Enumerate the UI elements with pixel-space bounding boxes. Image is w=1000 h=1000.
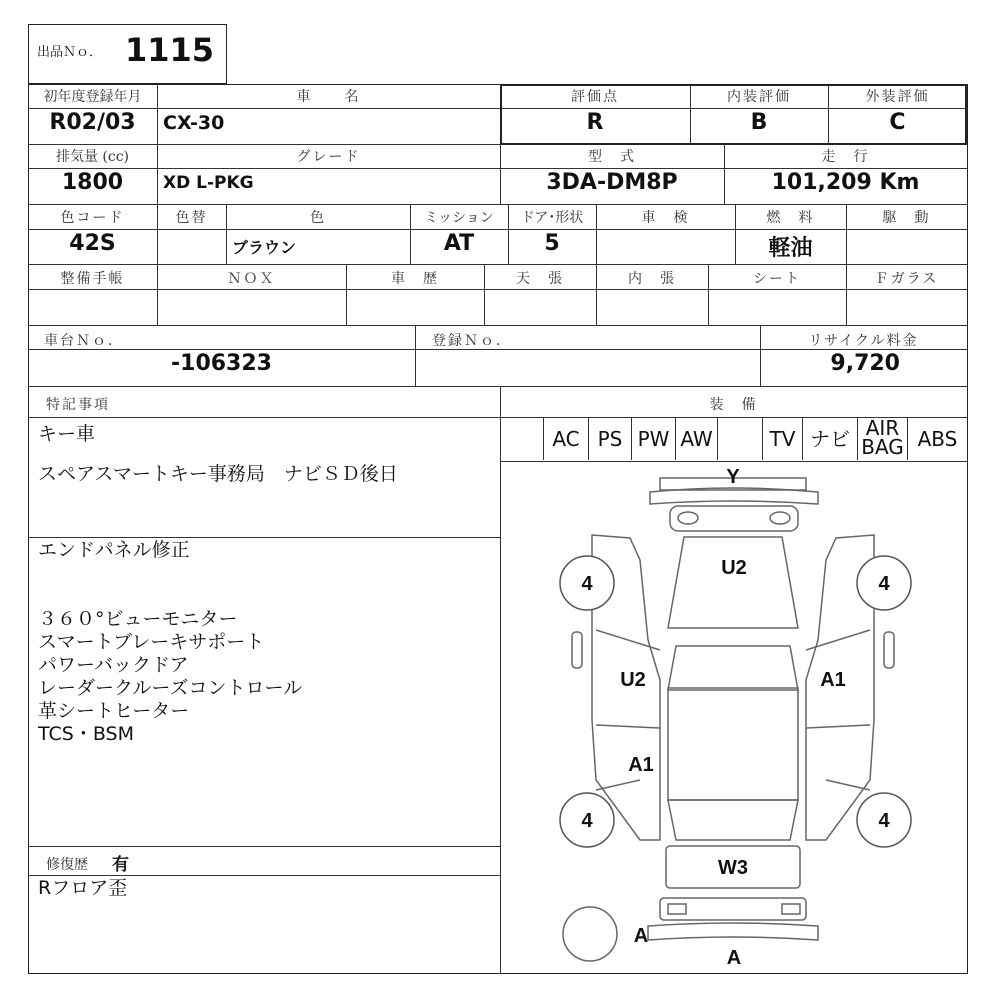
mark-trunk: W3 xyxy=(718,857,748,879)
reg-no-label: 登録Ｎｏ． xyxy=(432,333,512,349)
mark-tire-rl: 4 xyxy=(581,810,593,832)
equipment-navi: ナビ xyxy=(802,418,857,460)
mark-tire-fl: 4 xyxy=(581,573,593,595)
chassis-no-label: 車台Ｎｏ． xyxy=(44,333,124,349)
repair-value: 有 xyxy=(112,855,129,875)
note-line-1: キー車 xyxy=(38,423,96,445)
history-label: 車 歴 xyxy=(391,271,439,287)
equipment-ps: PS xyxy=(588,418,631,460)
displacement-label: 排気量 (cc) xyxy=(55,149,130,165)
glass-label: Ｆガラス xyxy=(874,271,939,287)
mark-tire-rr: 4 xyxy=(878,810,890,832)
mark-right-fender: A1 xyxy=(820,669,846,691)
repair-detail: Rフロア歪 xyxy=(38,877,128,899)
score-label: 評価点 xyxy=(571,89,619,105)
score-value: R xyxy=(586,110,604,135)
first-reg-label: 初年度登録年月 xyxy=(43,89,142,105)
first-reg-value: R02/03 xyxy=(49,110,136,135)
equipment-label: 装 備 xyxy=(709,397,758,413)
recycle-value: 9,720 xyxy=(830,351,900,376)
lot-number: 1115 xyxy=(125,31,215,69)
equipment-airbag: AIR BAG xyxy=(857,418,907,460)
notes-label: 特記事項 xyxy=(46,397,110,413)
color-code-value: 42S xyxy=(69,231,116,256)
interior-value: B xyxy=(750,110,768,135)
note-line-2: スペアスマートキー事務局 ナビＳＤ後日 xyxy=(38,463,398,485)
inner-label: 内 張 xyxy=(628,271,676,287)
mileage-label: 走 行 xyxy=(821,149,870,165)
equipment-tv: TV xyxy=(762,418,802,460)
chassis-no-value: -106323 xyxy=(171,351,272,376)
fuel-value: 軽油 xyxy=(768,236,813,261)
fuel-label: 燃 料 xyxy=(766,210,815,226)
mark-tire-fr: 4 xyxy=(878,573,890,595)
color-label: 色 xyxy=(310,210,326,226)
mark-left-fender: U2 xyxy=(620,669,646,691)
mark-hood: U2 xyxy=(721,557,747,579)
color-value: ブラウン xyxy=(232,238,297,257)
color-change-label: 色替 xyxy=(175,210,208,226)
mark-left-door: A1 xyxy=(628,754,654,776)
displacement-value: 1800 xyxy=(61,170,124,195)
recycle-label: リサイクル料金 xyxy=(808,333,919,349)
model-value: 3DA-DM8P xyxy=(546,170,678,195)
mileage-value: 101,209 Km xyxy=(771,170,920,195)
door-shape-label: ドア･形状 xyxy=(520,210,584,226)
nox-label: ＮＯＸ xyxy=(227,271,276,287)
sunroof-label: 天 張 xyxy=(516,271,564,287)
repair-label: 修復歴 xyxy=(46,857,88,873)
equipment-ac: AC xyxy=(543,418,588,460)
drive-label: 駆 動 xyxy=(882,210,931,226)
mission-label: ミッション xyxy=(424,210,494,226)
door-shape-value: 5 xyxy=(544,231,560,256)
mark-front: Y xyxy=(726,466,740,488)
grade-label: グレード xyxy=(296,149,361,165)
seat-label: シート xyxy=(753,271,801,287)
equipment-pw: PW xyxy=(631,418,675,460)
color-code-label: 色コード xyxy=(60,210,125,226)
lot-label: 出品Ｎｏ． xyxy=(37,45,103,60)
model-label: 型 式 xyxy=(588,149,636,165)
maintenance-label: 整備手帳 xyxy=(60,271,125,287)
equipment-abs: ABS xyxy=(907,418,967,460)
note-block-2: エンドパネル修正 ３６０°ビューモニター スマートブレーキサポート パワーバックドア レーダークルーズコントロール 革シートヒーター TCS・BSM xyxy=(38,539,303,745)
inspection-label: 車 検 xyxy=(641,210,690,226)
grade-value: XD L-PKG xyxy=(163,173,254,193)
car-name-value: CX-30 xyxy=(163,112,225,134)
mission-value: AT xyxy=(443,231,475,256)
exterior-value: C xyxy=(889,110,906,135)
mark-rear-bumper: A xyxy=(726,947,742,969)
interior-label: 内装評価 xyxy=(727,89,791,105)
equipment-aw: AW xyxy=(675,418,717,460)
car-name-label: 車 名 xyxy=(296,89,361,105)
exterior-label: 外装評価 xyxy=(865,89,930,105)
mark-rear-bumper-left: A xyxy=(633,925,649,947)
